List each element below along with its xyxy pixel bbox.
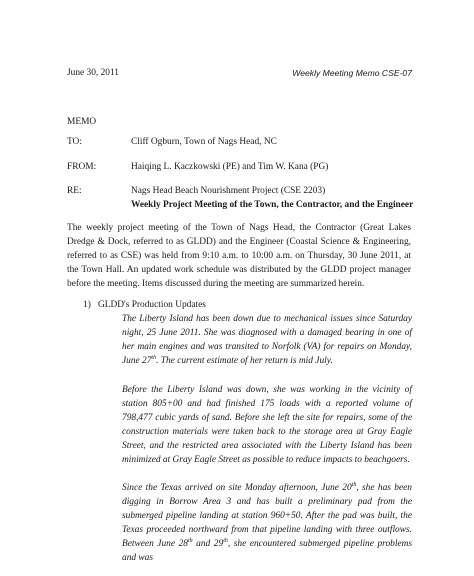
p1-text-b: . The current estimate of her return is mid July. bbox=[156, 356, 333, 366]
production-paragraph-2: Before the Liberty Island was down, she was working in the vicinity of station 805+00 and had finished 175 loads with a reported volume of 798,477 cubic yards of sand. Before she left the site for repairs, some of the construction materials were taken back to the storage area at Gray Eagle Street, and the restricted area associated with the Liberty Island has been minimized at Gray Eagle Street as possible to reduce impacts to beachgoers. bbox=[122, 385, 412, 465]
p3-text-d: , she encountered submerged pipeline problems and was bbox=[122, 539, 413, 563]
intro-paragraph: The weekly project meeting of the Town of Nags Head, the Contractor (Great Lakes Dredge & Dock, referred to as GLDD) and the Engineer (Coastal Science & Engineering, referred to as CSE) was held from 9:10 a.m. to 10:00 a.m. on Thursday, 30 June 2011, at the Town Hall. An updated work schedule was distributed by the GLDD project manager before the meeting. Items discussed during the meeting are summarized herein. bbox=[67, 223, 411, 289]
memo-heading: MEMO bbox=[67, 117, 97, 127]
p1-text-a: The Liberty Island has been down due to mechanical issues since Saturday night, 25 June 2011. She was diagnosed with a damaged bearing in one of her main engines and was transited to Norfolk (VA) for repairs on Monday, June 27 bbox=[122, 314, 412, 366]
p1-superscript: th bbox=[151, 354, 157, 361]
from-value: Haiqing L. Kaczkowski (PE) and Tim W. Kana (PG) bbox=[131, 162, 329, 172]
section-title: GLDD's Production Updates bbox=[98, 300, 206, 310]
re-label: RE: bbox=[67, 186, 82, 196]
memo-date: June 30, 2011 bbox=[67, 68, 119, 78]
section-heading bbox=[83, 298, 206, 312]
p3-text-b: , she has been digging in Borrow Area 3 and has built a preliminary pad from the submerged pipeline landing at station 960+50. After the pad was built, the Texas proceeded northward from that pipeline landing with three outflows. Between June 28 bbox=[122, 483, 412, 549]
production-paragraph-3 bbox=[122, 481, 412, 565]
from-label: FROM: bbox=[67, 162, 97, 172]
p3-superscript-2: th bbox=[187, 537, 193, 544]
memo-reference: Weekly Meeting Memo CSE-07 bbox=[292, 68, 412, 78]
p3-text-a: Since the Texas arrived on site Monday afternoon, June 20 bbox=[122, 483, 352, 493]
p3-text-c: and 29 bbox=[192, 539, 224, 549]
re-title: Weekly Project Meeting of the Town, the Contractor, and the Engineer bbox=[131, 200, 414, 210]
production-paragraph-1 bbox=[122, 312, 412, 368]
to-value: Cliff Ogburn, Town of Nags Head, NC bbox=[131, 137, 277, 147]
section-number: 1) bbox=[83, 300, 91, 310]
to-label: TO: bbox=[67, 137, 82, 147]
p3-superscript-1: th bbox=[351, 481, 357, 488]
re-value: Nags Head Beach Nourishment Project (CSE 2203) bbox=[131, 186, 326, 196]
p3-superscript-3: th bbox=[223, 537, 228, 544]
